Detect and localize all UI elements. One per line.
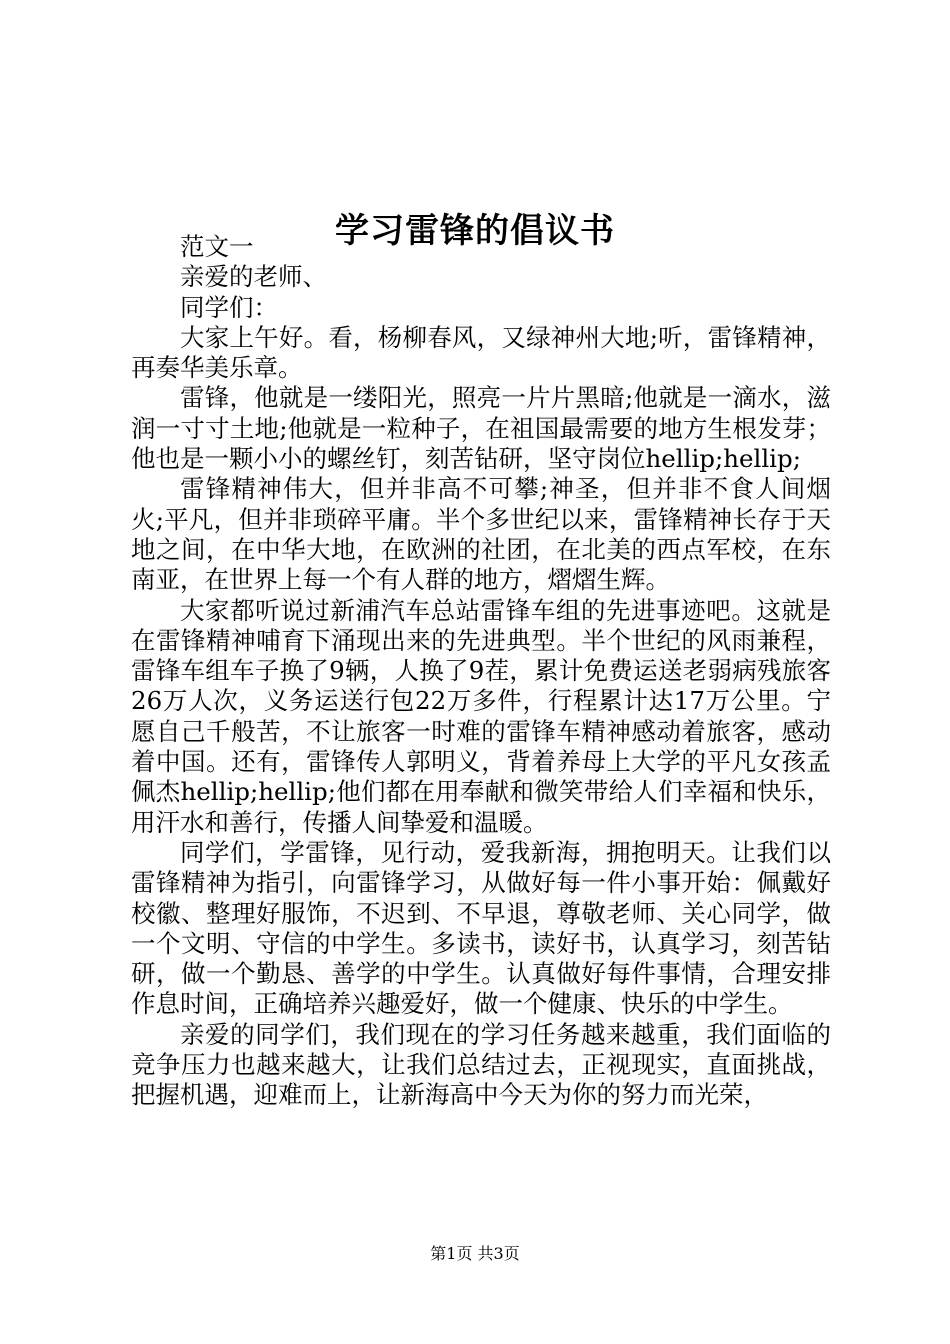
heading-line-sample: 范文一 bbox=[180, 232, 254, 261]
paragraph-2: 雷锋，他就是一缕阳光，照亮一片片黑暗;他就是一滴水，滋润一寸寸土地;他就是一粒种子，在祖国最需要的地方生根发芽；他也是一颗小小的螺丝钉，刻苦钻研，坚守岗位hellip;hellip; bbox=[131, 383, 831, 474]
paragraph-5: 同学们，学雷锋，见行动，爱我新海，拥抱明天。让我们以雷锋精神为指引，向雷锋学习，从做好每一件小事开始：佩戴好校徽、整理好服饰，不迟到、不早退，尊敬老师、关心同学，做一个文明、守信的中学生。多读书，读好书，认真学习，刻苦钻研，做一个勤恳、善学的中学生。认真做好每件事情，合理安排作息时间，正确培养兴趣爱好，做一个健康、快乐的中学生。 bbox=[131, 837, 831, 1019]
paragraph-6: 亲爱的同学们，我们现在的学习任务越来越重，我们面临的竞争压力也越来越大，让我们总结过去，正视现实，直面挑战，把握机遇，迎难而上，让新海高中今天为你的努力而光荣， bbox=[131, 1019, 831, 1110]
document-title: 学习雷锋的倡议书 bbox=[335, 210, 615, 251]
heading-line-greeting-students: 同学们： bbox=[180, 292, 278, 322]
heading-line-greeting-teachers: 亲爱的老师、 bbox=[180, 262, 327, 292]
paragraph-3: 雷锋精神伟大，但并非高不可攀;神圣，但并非不食人间烟火;平凡，但并非琐碎平庸。半个多世纪以来，雷锋精神长存于天地之间，在中华大地，在欧洲的社团，在北美的西点军校，在东南亚，在世界上每一个有人群的地方，熠熠生辉。 bbox=[131, 474, 831, 595]
paragraph-1: 大家上午好。看，杨柳春风，又绿神州大地;听，雷锋精神，再奏华美乐章。 bbox=[131, 322, 831, 383]
page-number-footer: 第1页 共3页 bbox=[430, 1244, 520, 1263]
document-body bbox=[131, 232, 831, 1111]
paragraph-4: 大家都听说过新浦汽车总站雷锋车组的先进事迹吧。这就是在雷锋精神哺育下涌现出来的先进典型。半个世纪的风雨兼程，雷锋车组车子换了9辆，人换了9茬，累计免费运送老弱病残旅客26万人次，义务运送行包22万多件，行程累计达17万公里。宁愿自己千般苦，不让旅客一时难的雷锋车精神感动着旅客，感动着中国。还有，雷锋传人郭明义，背着养母上大学的平凡女孩孟佩杰hellip;hellip;他们都在用奉献和微笑带给人们幸福和快乐，用汗水和善行，传播人间挚爱和温暖。 bbox=[131, 595, 831, 837]
